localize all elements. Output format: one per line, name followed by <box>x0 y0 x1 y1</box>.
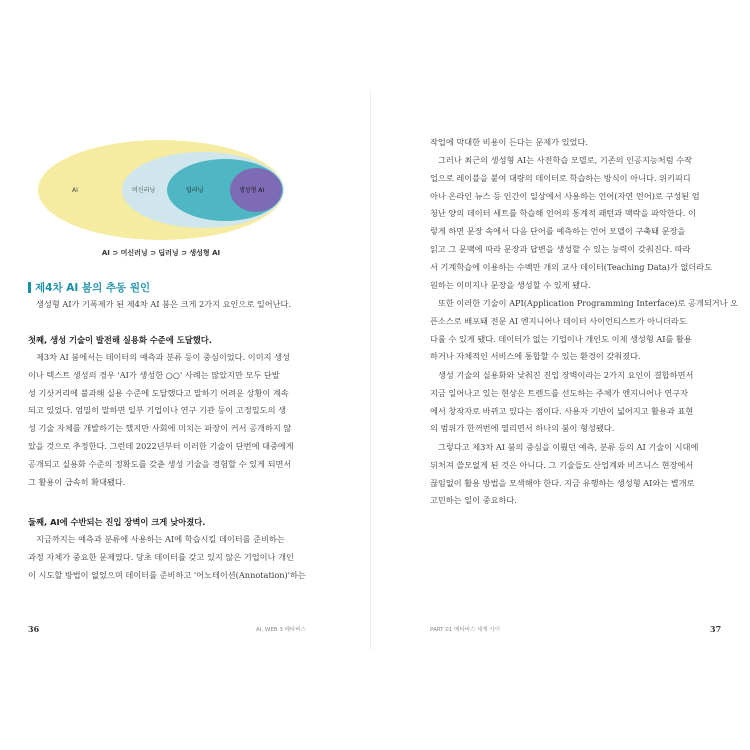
section-heading-text: 제4차 AI 붐의 추동 원인 <box>35 282 151 294</box>
heading-bar-icon <box>28 282 31 293</box>
text-line: 았을 것으로 추정한다. 그런데 2022년부터 이러한 기술이 단번에 대중에게 <box>28 440 294 451</box>
text-line: 읽고 그 문맥에 따라 문장과 답변을 생성할 수 있는 능력이 갖춰진다. 따라 <box>430 243 691 254</box>
intro-paragraph <box>28 296 346 314</box>
text-line: 되고 있었다. 엄밀히 말하면 일부 기업이나 연구 기관 등이 고정밀도의 생 <box>28 405 286 416</box>
paragraph-pretraining <box>430 152 730 294</box>
text-line: 성 기술 자체를 개발하기는 했지만 사회에 미치는 파장이 커서 공개하지 않 <box>28 423 292 434</box>
text-line: 이나 텍스트 생성의 경우 'AI가 생성한 ○○' 사례는 많았지만 모두 단발 <box>28 369 280 380</box>
text-line: 그 활용이 급속히 확대됐다. <box>28 476 126 487</box>
text-line: 끊임없이 활용 방법을 모색해야 한다. 지금 유행하는 생성형 AI와는 별개로 <box>430 477 695 488</box>
text-line: 제3차 AI 붐에서는 데이터의 예측과 분류 등이 중심이었다. 이미지 생성 <box>36 352 290 362</box>
text-line: 렇게 하면 문장 속에서 다음 단어를 예측하는 언어 모델이 구축돼 문장을 <box>430 226 686 237</box>
paragraph-continued <box>430 134 730 152</box>
text-line: 에서 창작자로 바뀌고 있다는 점이다. 사용자 기반이 넓어지고 활용과 표현 <box>430 405 694 416</box>
paragraph-api <box>430 295 739 366</box>
left-page <box>0 0 370 750</box>
text-line: 원하는 이미지나 문장을 생성할 수 있게 됐다. <box>430 279 591 290</box>
text-line: 픈소스로 배포돼 전문 AI 엔지니어나 데이터 사이언티스트가 아니더라도 <box>430 315 687 326</box>
label-deep-learning: 딥러닝 <box>186 187 204 194</box>
text-line: 고민하는 일이 중요하다. <box>430 495 517 506</box>
text-line: 그러나 최근의 생성형 AI는 사전학습 모델로, 기존의 인공지능처럼 수작 <box>438 155 693 165</box>
paragraph-second <box>28 531 346 584</box>
section-heading <box>28 280 150 295</box>
text-line: 뒤처져 쓸모없게 된 것은 아니다. 그 기술들도 산업계와 비즈니스 현장에서 <box>430 459 694 470</box>
page-number-right: 37 <box>710 624 722 634</box>
text-line: 성 기삿거리에 불과해 실용 수준에 도달했다고 말하기 어려운 상황이 계속 <box>28 387 289 398</box>
ai-venn-diagram <box>36 140 286 260</box>
text-line: 서 기계학습에 이용하는 수백만 개의 교사 데이터(Teaching Data)가 없더라도 <box>430 261 713 272</box>
text-line: 다룰 수 있게 됐다. 데이터가 없는 기업이나 개인도 이제 생성형 AI를 활용 <box>430 333 692 344</box>
text-line: 공개되고 실용화 수준의 정확도를 갖춘 생성 기술을 경험할 수 있게 되면서 <box>28 458 292 469</box>
paragraph-creators <box>430 367 730 438</box>
text-line: 생성형 AI가 기폭제가 된 제4차 AI 붐은 크게 2가지 요인으로 일어난다. <box>36 299 292 309</box>
label-machine-learning: 머신러닝 <box>132 187 156 194</box>
text-line: 그렇다고 제3차 AI 붐의 중심을 이뤘던 예측, 분류 등의 AI 기술이 시대에 <box>438 442 699 452</box>
text-line: 청난 양의 데이터 세트를 학습해 언어의 통계적 패턴과 맥락을 파악한다. 이 <box>430 208 696 219</box>
text-line: 또한 이러한 기술이 API(Application Programming Interface)로 공개되거나 오 <box>438 298 739 308</box>
text-line: 업으로 레이블을 붙여 대량의 데이터로 학습하는 방식이 아니다. 위키피디 <box>430 172 691 183</box>
label-ai: AI <box>72 187 78 194</box>
text-line: 의 범위가 한꺼번에 열리면서 하나의 붐이 형성됐다. <box>430 423 615 434</box>
text-line: 지금까지는 예측과 분류에 사용하는 AI에 학습시킬 데이터를 준비하는 <box>36 534 285 544</box>
diagram-caption: AI ⊃ 머신러닝 ⊃ 딥러닝 ⊃ 생성형 AI <box>101 249 221 257</box>
text-line: 아나 온라인 뉴스 등 인간이 일상에서 사용하는 언어(자연 언어)로 구성된 엄 <box>430 190 700 201</box>
text-line: 이 시도할 방법이 없었으며 데이터를 준비하고 '어노테이션(Annotation)'하는 <box>28 569 306 580</box>
running-head-right: PART 01 메타버스 세계 사이 <box>430 627 501 633</box>
subhead-second: 둘째, AI에 수반되는 진입 장벽이 크게 낮아졌다. <box>28 517 206 527</box>
text-line: 하거나 자체적인 서비스에 통합할 수 있는 환경이 갖춰졌다. <box>430 351 641 362</box>
text-line: 생성 기술의 실용화와 낮춰진 진입 장벽이라는 2가지 요인이 결합하면서 <box>438 370 694 380</box>
text-line: 작업에 막대한 비용이 든다는 문제가 있었다. <box>430 137 588 147</box>
paragraph-conclusion <box>430 439 730 510</box>
running-head-left: AI, WEB 3 메타버스 <box>256 627 306 633</box>
text-line: 지금 일어나고 있는 현상은 트렌드를 선도하는 주체가 엔지니어나 연구자 <box>430 387 689 398</box>
right-page <box>378 0 750 750</box>
text-line: 과정 자체가 중요한 문제였다. 당초 데이터를 갖고 있지 않은 기업이나 개인 <box>28 551 294 562</box>
book-spine <box>370 90 371 650</box>
label-generative-ai: 생성형 AI <box>239 187 265 194</box>
paragraph-first <box>28 349 346 491</box>
page-number-left: 36 <box>28 624 40 634</box>
subhead-first: 첫째, 생성 기술이 발전해 실용화 수준에 도달했다. <box>28 335 212 345</box>
